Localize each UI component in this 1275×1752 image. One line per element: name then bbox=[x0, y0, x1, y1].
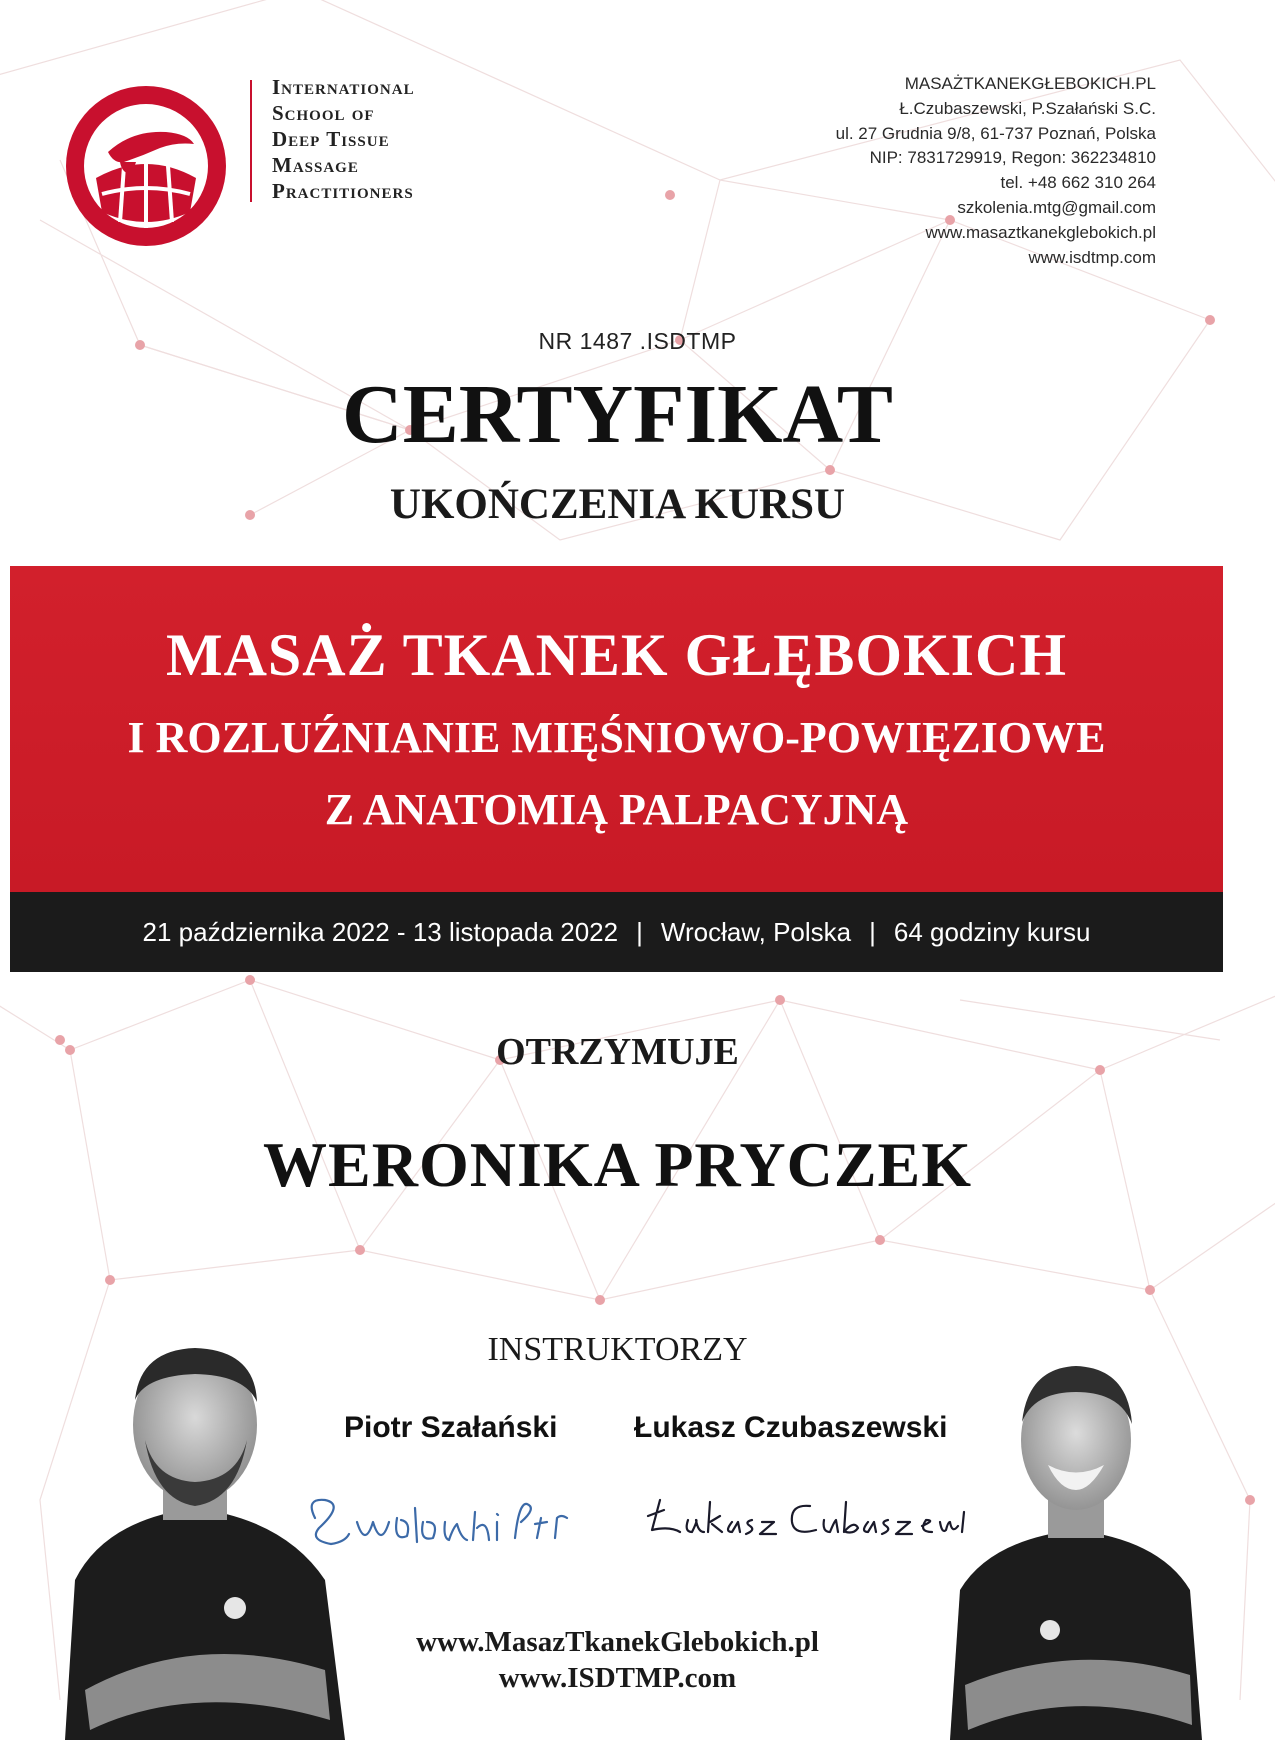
instructor-name-1: Piotr Szałański bbox=[344, 1411, 558, 1444]
school-name bbox=[272, 74, 415, 204]
school-name-line: Massage bbox=[272, 153, 359, 177]
course-details-bar bbox=[10, 892, 1223, 972]
details-separator: | bbox=[869, 916, 876, 947]
signature-czubaszewski bbox=[640, 1480, 970, 1560]
school-name-line: International bbox=[272, 75, 415, 99]
contact-website-2: www.isdtmp.com bbox=[1028, 247, 1156, 267]
instructors-heading: INSTRUKTORZY bbox=[487, 1331, 748, 1368]
school-name-line: Deep Tissue bbox=[272, 127, 390, 151]
globe-hand-logo-icon bbox=[62, 82, 230, 250]
details-separator: | bbox=[636, 916, 643, 947]
instructor-name-2: Łukasz Czubaszewski bbox=[634, 1411, 948, 1444]
certificate-subtitle: UKOŃCZENIA KURSU bbox=[389, 481, 846, 528]
contact-website-1: www.masaztkanekglebokich.pl bbox=[925, 222, 1156, 242]
course-title-line1: MASAŻ TKANEK GŁĘBOKICH bbox=[165, 622, 1068, 688]
course-hours: 64 godziny kursu bbox=[893, 916, 1091, 947]
contact-address: ul. 27 Grudnia 9/8, 61-737 Poznań, Polska bbox=[835, 123, 1156, 143]
contact-phone: tel. +48 662 310 264 bbox=[1000, 173, 1156, 193]
receives-label: OTRZYMUJE bbox=[496, 1031, 739, 1073]
certificate-number: NR 1487 .ISDTMP bbox=[538, 328, 737, 354]
contact-block bbox=[736, 72, 1156, 270]
footer-website-2: www.ISDTMP.com bbox=[498, 1662, 737, 1694]
logo-divider bbox=[250, 80, 252, 202]
certificate-title: CERTYFIKAT bbox=[342, 368, 893, 461]
school-name-line: Practitioners bbox=[272, 179, 414, 203]
course-title-band bbox=[10, 566, 1223, 892]
contact-site-name: MASAŻTKANEKGŁEBOKICH.PL bbox=[904, 74, 1156, 93]
signature-szalanski bbox=[305, 1478, 595, 1568]
school-name-line: School of bbox=[272, 101, 375, 125]
footer-website-1: www.MasazTkanekGlebokich.pl bbox=[416, 1626, 819, 1658]
contact-tax-ids: NIP: 7831729919, Regon: 362234810 bbox=[869, 148, 1156, 168]
course-location: Wrocław, Polska bbox=[660, 916, 852, 947]
contact-company: Ł.Czubaszewski, P.Szałański S.C. bbox=[899, 98, 1156, 118]
course-dates: 21 października 2022 - 13 listopada 2022 bbox=[142, 916, 619, 947]
course-title-line3: Z ANATOMIĄ PALPACYJNĄ bbox=[324, 785, 909, 834]
course-title-line2: I ROZLUŹNIANIE MIĘŚNIOWO-POWIĘZIOWE bbox=[127, 713, 1106, 762]
contact-email: szkolenia.mtg@gmail.com bbox=[957, 197, 1156, 217]
recipient-name: WERONIKA PRYCZEK bbox=[263, 1129, 972, 1200]
